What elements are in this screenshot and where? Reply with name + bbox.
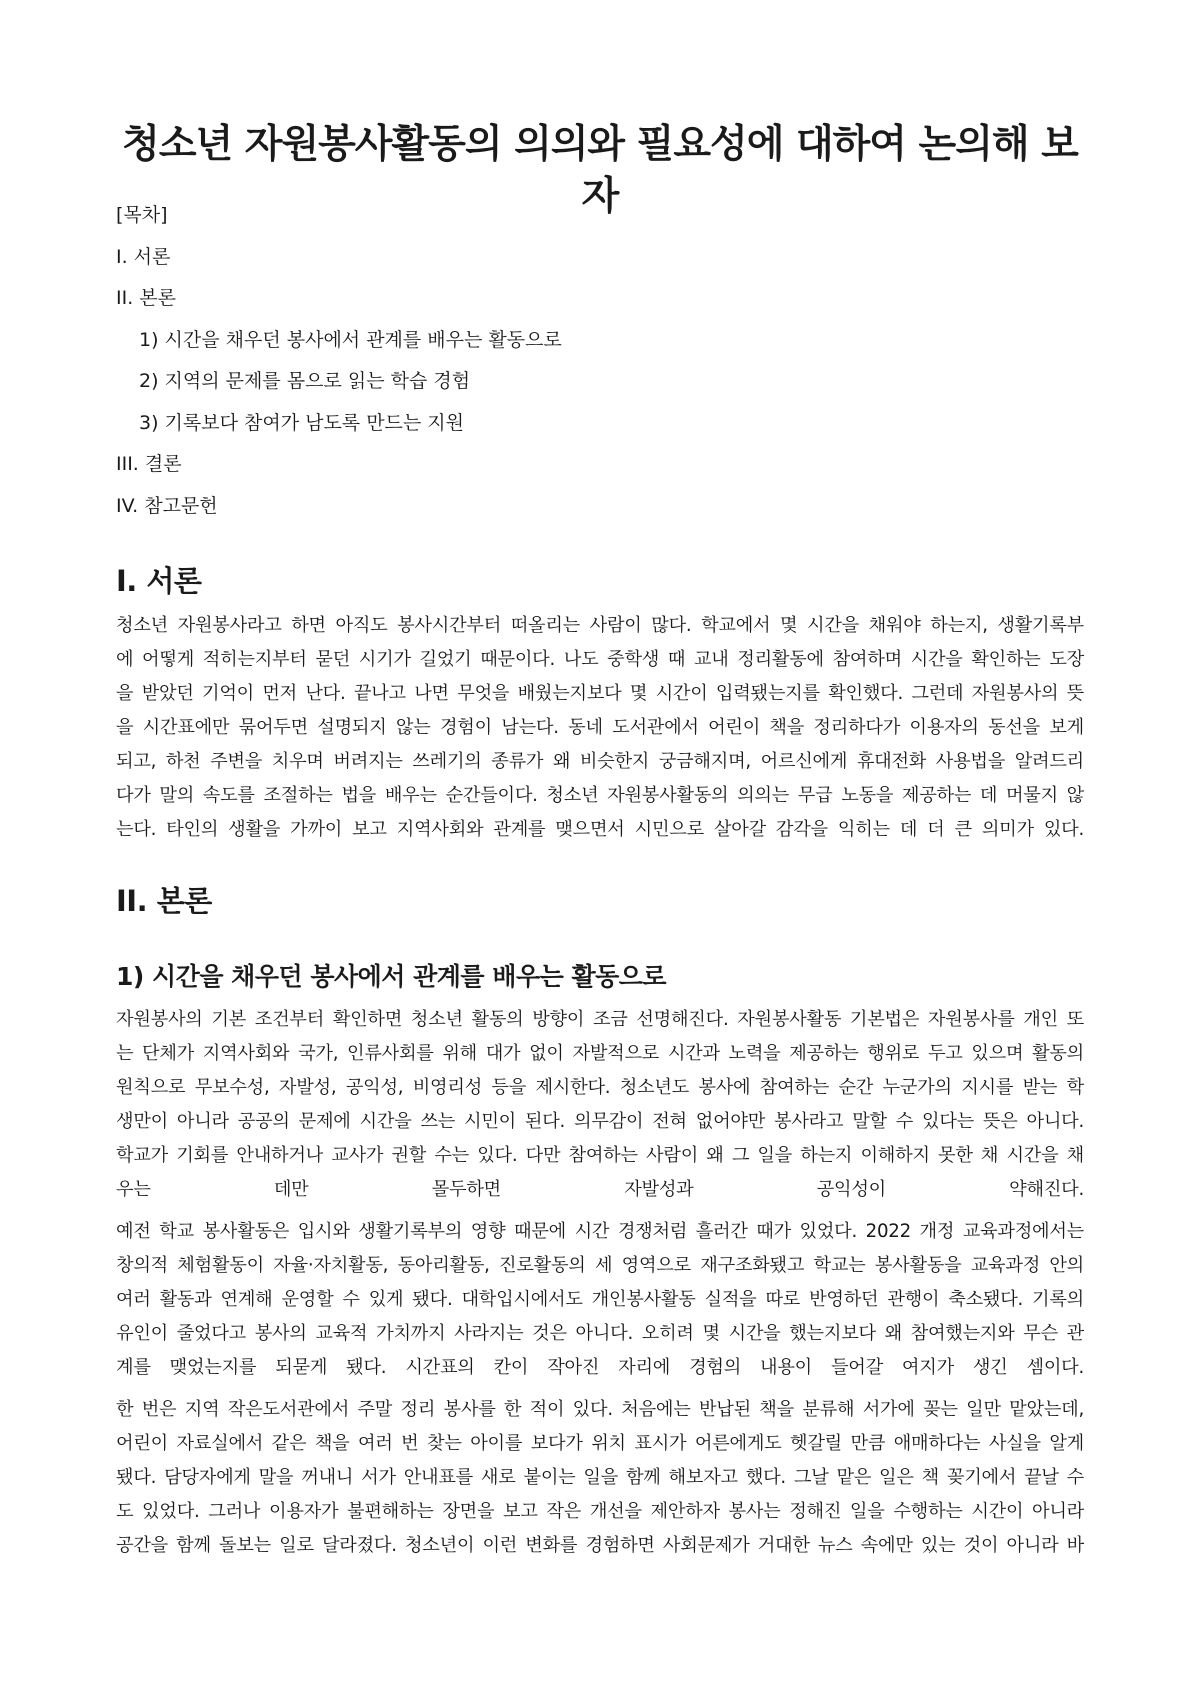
toc-item: 1) 시간을 채우던 봉사에서 관계를 배우는 활동으로 [139, 328, 562, 351]
toc-item: III. 결론 [116, 453, 182, 475]
body-paragraph [116, 1215, 1084, 1385]
document-title: 청소년 자원봉사활동의 의의와 필요성에 대하여 논의해 보자 [122, 122, 1078, 219]
paragraph-line: 자원봉사의 기본 조건부터 확인하면 청소년 활동의 방향이 조금 선명해진다. 자원봉사활동 기본법은 자원봉사를 개인 또 [116, 1009, 1084, 1030]
paragraph-line: 한 번은 지역 작은도서관에서 주말 정리 봉사를 한 적이 있다. 처음에는 반납된 책을 분류해 서가에 꽂는 일만 맡았는데, [116, 1399, 1084, 1420]
table-of-contents [116, 195, 1084, 527]
toc-item: I. 서론 [116, 245, 171, 268]
section-heading: I. 서론 [116, 564, 202, 598]
paragraph-line: 청소년 자원봉사라고 하면 아직도 봉사시간부터 떠올리는 사람이 많다. 학교에서 몇 시간을 채워야 하는지, 생활기록부 [116, 615, 1084, 636]
paragraph-line: 창의적 체험활동이 자율·자치활동, 동아리활동, 진로활동의 세 영역으로 재구조화됐고 학교는 봉사활동을 교육과정 안의 [116, 1255, 1084, 1276]
paragraph-line: 도 있었다. 그러나 이용자가 불편해하는 장면을 보고 작은 개선을 제안하자 봉사는 정해진 일을 수행하는 시간이 아니라 [116, 1501, 1084, 1522]
toc-item: 2) 지역의 문제를 몸으로 읽는 학습 경험 [139, 370, 471, 392]
section-heading: II. 본론 [116, 884, 212, 918]
paragraph-line: 계를 맺었는지를 되묻게 됐다. 시간표의 칸이 작아진 자리에 경험의 내용이 들어갈 여지가 생긴 셈이다. [116, 1357, 1084, 1378]
paragraph-line: 는 단체가 지역사회와 국가, 인류사회를 위해 대가 없이 자발적으로 시간과 노력을 제공하는 행위로 두고 있으며 활동의 [116, 1043, 1084, 1064]
paragraph-line: 여러 활동과 연계해 운영할 수 있게 됐다. 대학입시에서도 개인봉사활동 실적을 따로 반영하던 관행이 축소됐다. 기록의 [116, 1289, 1084, 1310]
paragraph-line: 는다. 타인의 생활을 가까이 보고 지역사회와 관계를 맺으면서 시민으로 살아갈 감각을 익히는 데 더 큰 의미가 있다. [116, 819, 1084, 840]
paragraph-line: 되고, 하천 주변을 치우며 버려지는 쓰레기의 종류가 왜 비슷한지 궁금해지며, 어르신에게 휴대전화 사용법을 알려드리 [116, 751, 1084, 772]
toc-item: 3) 기록보다 참여가 남도록 만드는 지원 [139, 411, 465, 434]
paragraph-line: 예전 학교 봉사활동은 입시와 생활기록부의 영향 때문에 시간 경쟁처럼 흘러간 때가 있었다. 2022 개정 교육과정에서는 [116, 1221, 1084, 1242]
paragraph-line: 다가 말의 속도를 조절하는 법을 배우는 순간들이다. 청소년 자원봉사활동의 의의는 무급 노동을 제공하는 데 머물지 않 [116, 785, 1084, 806]
paragraph-line: 됐다. 담당자에게 말을 꺼내니 서가 안내표를 새로 붙이는 일을 함께 해보자고 했다. 그날 맡은 일은 책 꽂기에서 끝날 수 [116, 1467, 1084, 1488]
paragraph-line: 을 시간표에만 묶어두면 설명되지 않는 경험이 남는다. 동네 도서관에서 어린이 책을 정리하다가 이용자의 동선을 보게 [116, 717, 1084, 738]
paragraph-line: 생만이 아니라 공공의 문제에 시간을 쓰는 시민이 된다. 의무감이 전혀 없어야만 봉사라고 말할 수 있다는 뜻은 아니다. [116, 1111, 1084, 1132]
paragraph-line: 어린이 자료실에서 같은 책을 여러 번 찾는 아이를 보다가 위치 표시가 어른에게도 헷갈릴 만큼 애매하다는 사실을 알게 [116, 1433, 1084, 1454]
body-paragraph [116, 609, 1084, 847]
toc-item: IV. 참고문헌 [116, 494, 218, 517]
paragraph-line: 우는 데만 몰두하면 자발성과 공익성이 약해진다. [116, 1179, 1084, 1200]
paragraph-line: 원칙으로 무보수성, 자발성, 공익성, 비영리성 등을 제시한다. 청소년도 봉사에 참여하는 순간 누군가의 지시를 받는 학 [116, 1077, 1084, 1098]
toc-item: II. 본론 [116, 287, 176, 309]
paragraph-line: 을 받았던 기억이 먼저 난다. 끝나고 나면 무엇을 배웠는지보다 몇 시간이 입력됐는지를 확인했다. 그런데 자원봉사의 뜻 [116, 683, 1084, 704]
paragraph-line: 학교가 기회를 안내하거나 교사가 권할 수는 있다. 다만 참여하는 사람이 왜 그 일을 하는지 이해하지 못한 채 시간을 채 [116, 1145, 1084, 1166]
toc-item: [목차] [116, 204, 168, 226]
body-paragraph [116, 1393, 1084, 1563]
paragraph-line: 유인이 줄었다고 봉사의 교육적 가치까지 사라지는 것은 아니다. 오히려 몇 시간을 했는지보다 왜 참여했는지와 무슨 관 [116, 1323, 1084, 1344]
paragraph-line: 에 어떻게 적히는지부터 묻던 시기가 길었기 때문이다. 나도 중학생 때 교내 정리활동에 참여하며 시간을 확인하는 도장 [116, 649, 1084, 670]
paragraph-line: 공간을 함께 돌보는 일로 달라졌다. 청소년이 이런 변화를 경험하면 사회문제가 거대한 뉴스 속에만 있는 것이 아니라 바 [116, 1535, 1084, 1556]
body-paragraph [116, 1003, 1084, 1207]
document-body [116, 559, 1084, 1563]
subsection-heading: 1) 시간을 채우던 봉사에서 관계를 배우는 활동으로 [116, 962, 667, 991]
